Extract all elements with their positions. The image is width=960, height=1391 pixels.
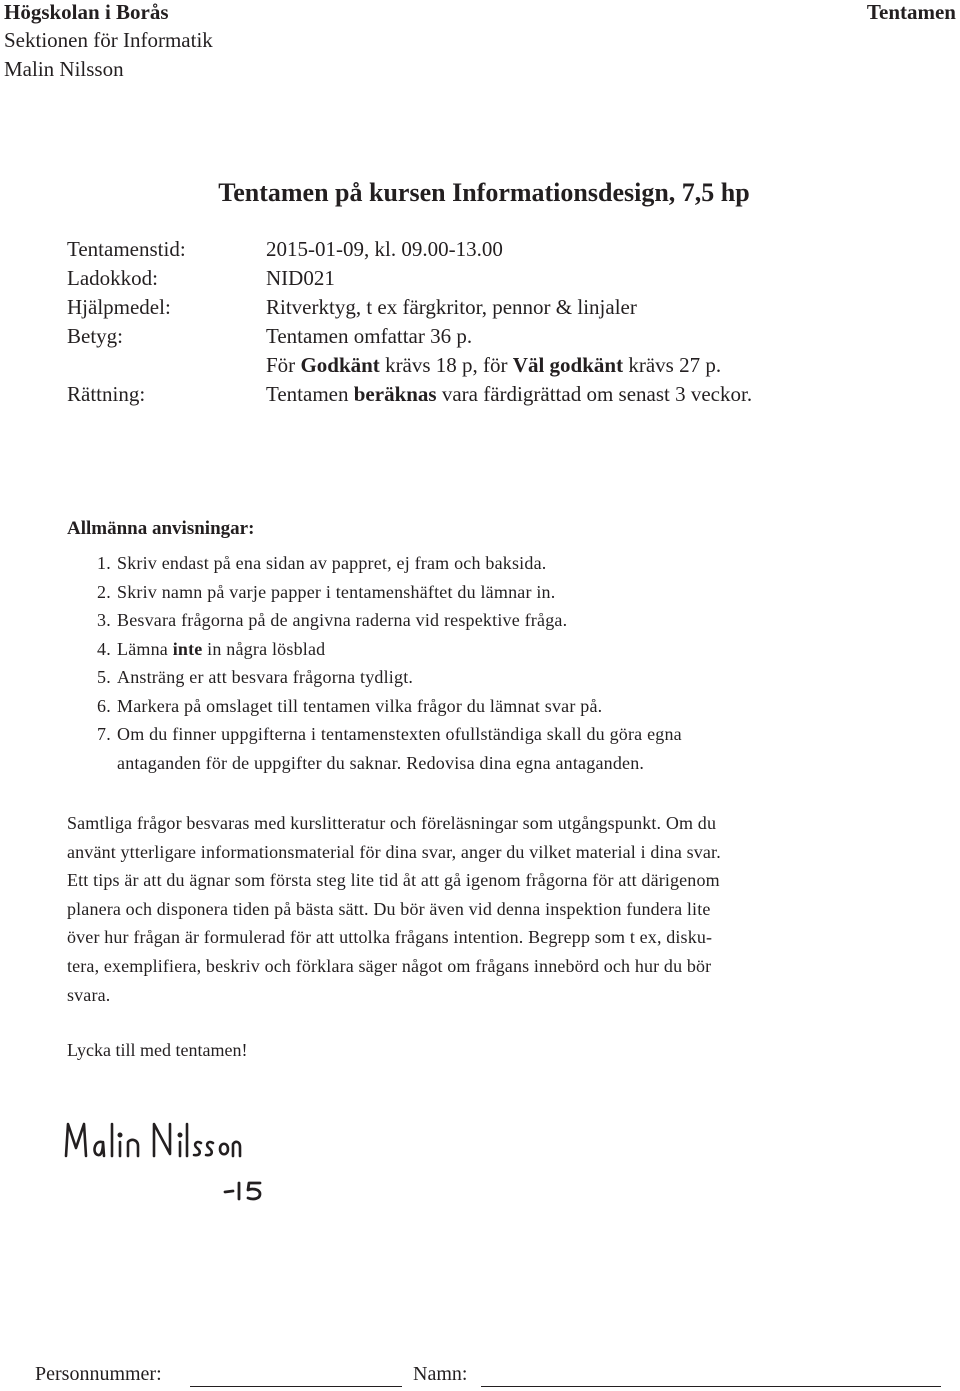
paragraph-line: tera, exemplifiera, beskriv och förklara säger något om frågans innebörd och hur du bör: [67, 955, 712, 976]
handwritten-signature: [62, 1118, 242, 1160]
list-item: 4. Lämna inte in några lösblad: [97, 638, 326, 659]
exam-title: Tentamen på kursen Informationsdesign, 7,5 hp: [218, 178, 750, 207]
paragraph-line: Ett tips är att du ägnar som första steg lite tid åt att gå igenom frågorna för att därigenom: [67, 870, 720, 891]
list-item: 3. Besvara frågorna på de angivna raderna vid respektive fråga.: [97, 610, 568, 630]
closing-greeting: Lycka till med tentamen!: [67, 1040, 248, 1060]
name-field[interactable]: [481, 1386, 941, 1387]
personnummer-label: Personnummer:: [35, 1363, 162, 1385]
paragraph-line: Samtliga frågor besvaras med kurslitteratur och föreläsningar som utgångspunkt. Om du: [67, 813, 717, 833]
aids-label: Hjälpmedel:: [67, 295, 171, 319]
instructions-heading: Allmänna anvisningar:: [67, 518, 255, 539]
document-type: Tentamen: [866, 0, 956, 24]
list-item: 1. Skriv endast på ena sidan av pappret, ej fram och baksida.: [97, 553, 547, 573]
paragraph-line: svara.: [67, 984, 111, 1005]
exam-time-label: Tentamenstid:: [67, 237, 186, 261]
list-item: 5. Ansträng er att besvara frågorna tydligt.: [97, 667, 414, 687]
course-code-value: NID021: [266, 266, 335, 290]
paragraph-line: använt ytterligare informationsmaterial för dina svar, anger du vilket material i dina svar.: [67, 841, 721, 862]
list-item: 7. Om du finner uppgifterna i tentamenstexten ofullständiga skall du göra egna antaganden för de uppgifter du saknar. Redovisa dina egna antaganden.: [97, 724, 682, 773]
paragraph-line: över hur frågan är formulerad för att uttolka frågans intention. Begrepp som t ex, disku-: [67, 927, 713, 948]
list-item: 2. Skriv namn på varje papper i tentamenshäftet du lämnar in.: [97, 581, 556, 602]
author-name: Malin Nilsson: [4, 57, 124, 81]
institution-name: Högskolan i Borås: [4, 0, 169, 24]
list-item: 6. Markera på omslaget till tentamen vilka frågor du lämnat svar på.: [97, 695, 603, 716]
aids-value: Ritverktyg, t ex färgkritor, pennor & linjaler: [266, 295, 637, 319]
personnummer-field[interactable]: [190, 1386, 402, 1387]
name-label: Namn:: [413, 1363, 468, 1385]
instructions-list: [97, 549, 682, 777]
course-code-label: Ladokkod:: [67, 266, 158, 290]
handwritten-mark: [222, 1178, 266, 1202]
grade-thresholds: För Godkänt krävs 18 p, för Väl godkänt krävs 27 p.: [266, 353, 722, 377]
correction-label: Rättning:: [67, 382, 146, 406]
exam-guidance-paragraph: [67, 809, 897, 1009]
exam-time-value: 2015-01-09, kl. 09.00-13.00: [266, 237, 503, 261]
section-name: Sektionen för Informatik: [4, 28, 213, 52]
paragraph-line: planera och disponera tiden på bästa sätt. Du bör även vid denna inspektion fundera lite: [67, 898, 711, 919]
grade-total: Tentamen omfattar 36 p.: [266, 324, 473, 348]
grade-label: Betyg:: [67, 324, 123, 348]
correction-value: Tentamen beräknas vara färdigrättad om senast 3 veckor.: [266, 382, 753, 406]
